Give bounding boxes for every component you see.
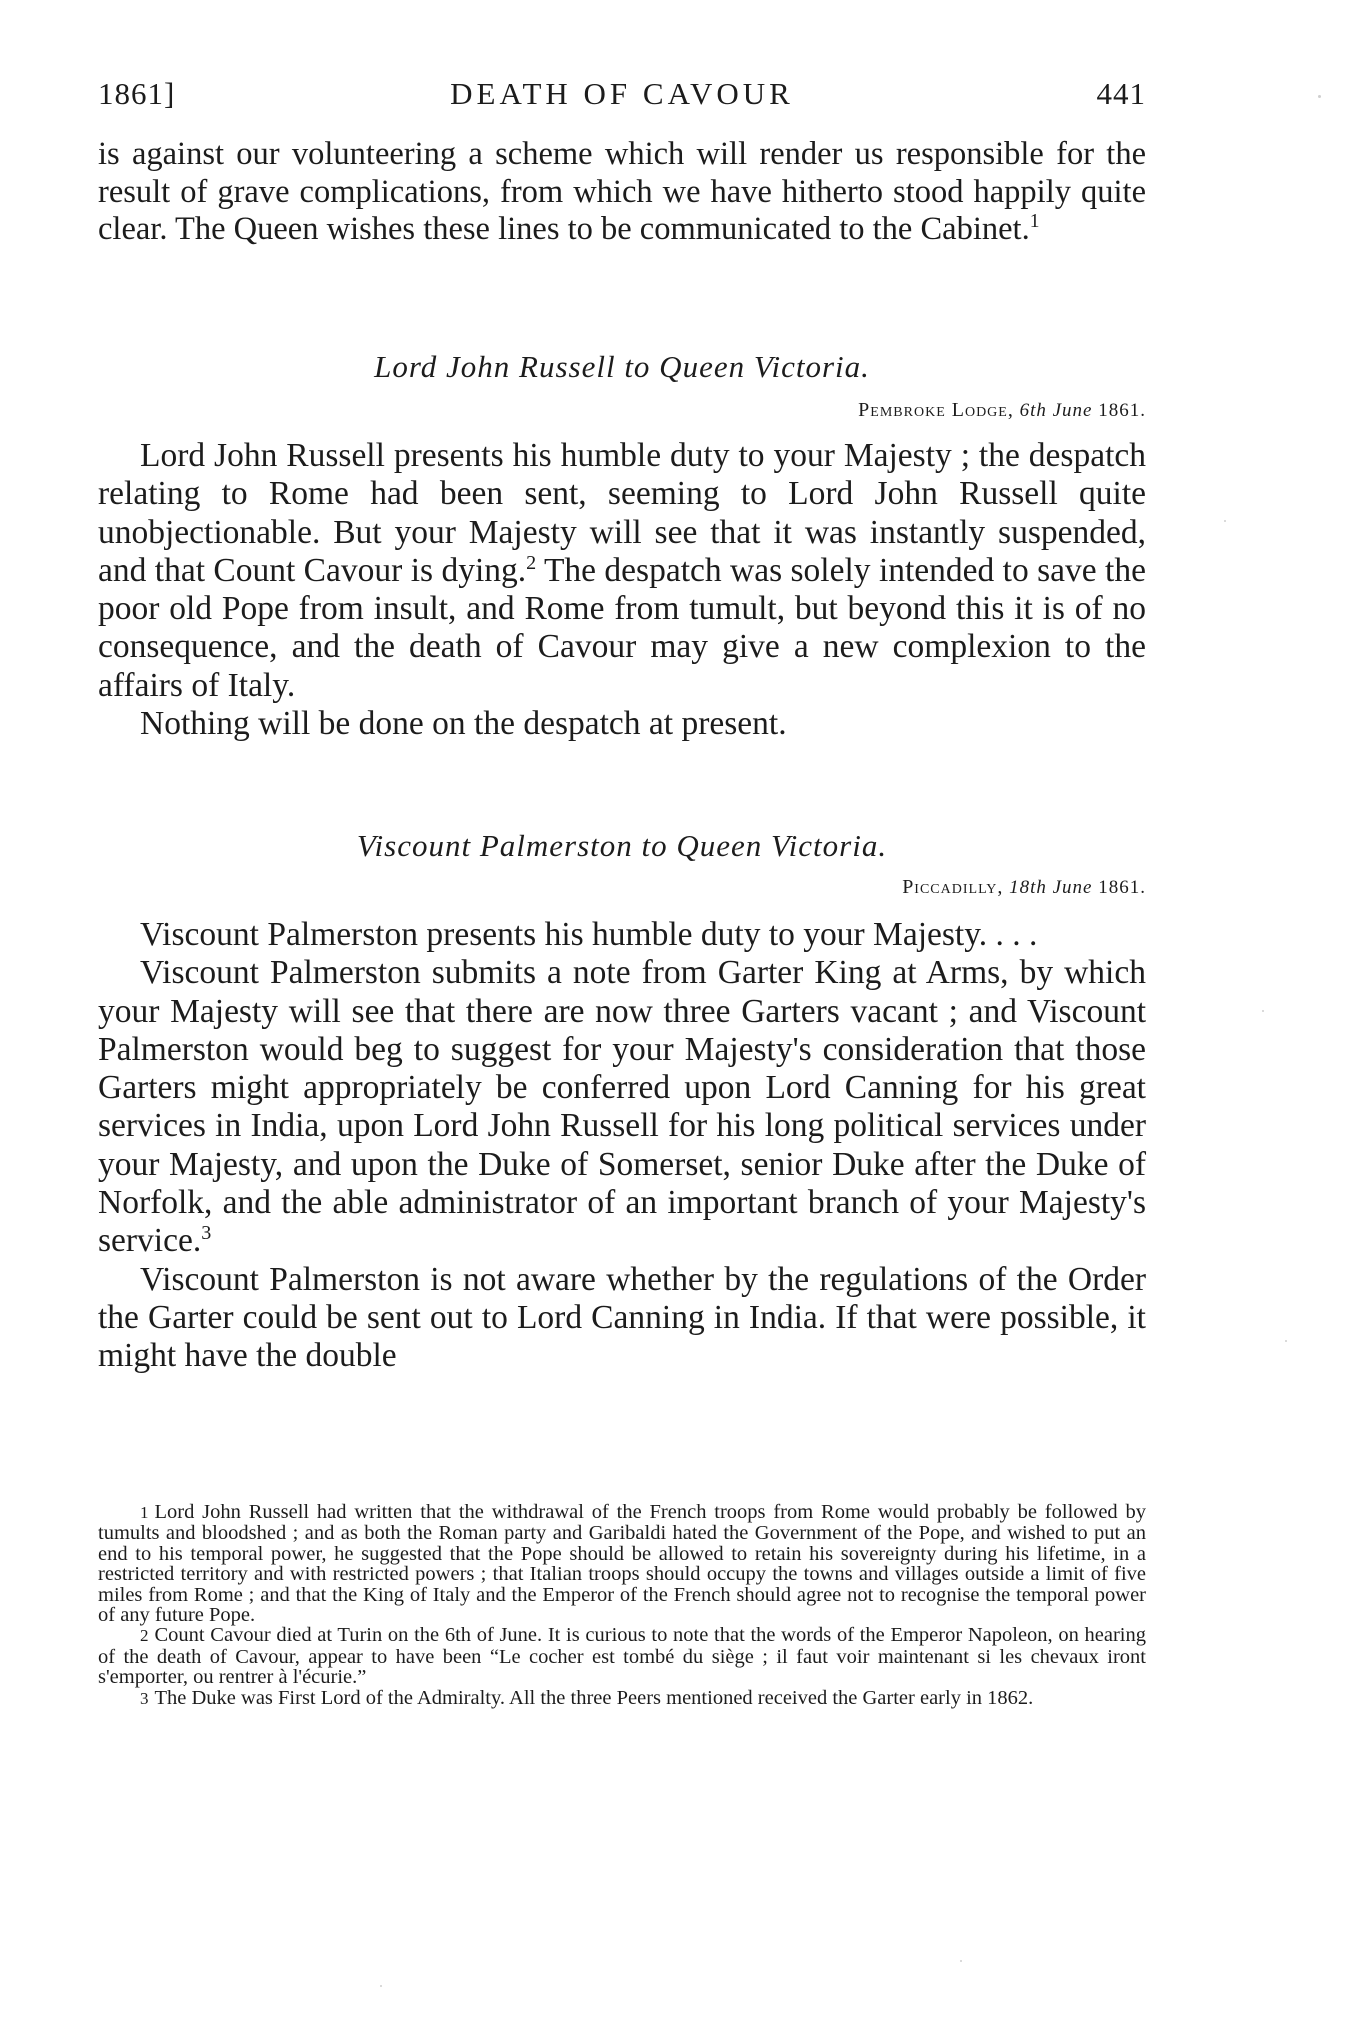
scan-speck xyxy=(380,1985,382,1987)
paragraph xyxy=(98,954,1146,1260)
footnote-ref-1: 1 xyxy=(1029,211,1040,233)
paragraph xyxy=(98,437,1146,705)
scan-speck xyxy=(1285,1340,1287,1342)
paragraph: Viscount Palmerston is not aware whether by the regulations of the Order the Garter could be sent out to Lord Canning in India. If that were possible, it might have the double xyxy=(98,1260,1146,1375)
footnote-ref-3: 3 xyxy=(201,1222,212,1245)
paragraph-text: Viscount Palmerston submits a note from Garter King at Arms, by which your Majesty will see that there are now three Garters vacant ; and Viscount Palmerston would beg to suggest for your Majesty's consideration that those Garters might appropriately be conferred upon Lord Canning for his great services in India, upon Lord John Russell for his long political services under your Majesty, and upon the Duke of Somerset, senior Duke after the Duke of Norfolk, and the able administrator of an important branch of your Majesty's service. xyxy=(98,954,1146,1260)
dateline-year: 1861. xyxy=(1098,877,1146,898)
scan-speck xyxy=(1318,95,1321,98)
footnote-number: 3 xyxy=(140,1688,149,1708)
footnote-number: 1 xyxy=(140,1503,149,1522)
opening-text: is against our volunteering a scheme which will render us responsible for the result of grave complications, from which we have hitherto stood happily quite clear. The Queen wishes these lines to be communicated to the Cabinet. xyxy=(98,136,1146,248)
paragraph-text: Lord John Russell presents his humble duty to your Majesty ; the despatch relating to Rome had been sent, seeming to Lord John Russell quite unobjectionable. But your Majesty will see that it was instantly suspended, and that Count Cavour is dying. xyxy=(98,437,1146,589)
scan-speck xyxy=(1262,1010,1264,1012)
footnote-text: The Duke was First Lord of the Admiralty. All the three Peers mentioned received the Garter early in 1862. xyxy=(154,1686,1034,1709)
dateline-palmerston xyxy=(98,876,1146,899)
paragraph: Nothing will be done on the despatch at present. xyxy=(140,705,787,743)
dateline-russell xyxy=(98,399,1146,422)
dateline-place: Pembroke Lodge, xyxy=(858,399,1014,421)
header-year: 1861] xyxy=(98,76,176,111)
opening-paragraph xyxy=(98,136,1146,249)
dateline-day: 18th June xyxy=(1009,877,1093,898)
running-header xyxy=(98,76,1146,126)
paragraph: Viscount Palmerston presents his humble duty to your Majesty. . . . xyxy=(140,916,1038,953)
letter-palmerston xyxy=(98,828,1146,899)
scan-speck xyxy=(960,1960,962,1962)
footnote-2 xyxy=(98,1625,1146,1687)
letter-russell xyxy=(98,349,1146,422)
scan-speck xyxy=(1224,520,1226,522)
footnote-text: Count Cavour died at Turin on the 6th of June. It is curious to note that the words of the Emperor Napoleon, on hearing of the death of Cavour, appear to have been “Le cocher est tombé du siège ; il faut voir maintenant si les chevaux iront s'emporter, ou rentrer à l'écurie.” xyxy=(98,1624,1146,1689)
paragraph-text: The despatch was solely intended to save the poor old Pope from insult, and Rome from tumult, but beyond this it is of no consequence, and the death of Cavour may give a new complexion to the affairs of Italy. xyxy=(98,551,1146,704)
footnote-1 xyxy=(98,1502,1146,1625)
footnote-text: Lord John Russell had written that the withdrawal of the French troops from Rome would probably be followed by tumults and bloodshed ; and as both the Roman party and Garibaldi hated the Government of the Pope, and wished to put an end to his temporal power, he suggested that the Pope should be allowed to retain his sovereignty during his lifetime, in a restricted territory and with restricted powers ; that Italian troops should occupy the towns and villages outside a limit of five miles from Rome ; and that the King of Italy and the Emperor of the French should agree not to recognise the temporal power of any future Pope. xyxy=(98,1501,1146,1627)
dateline-place: Piccadilly, xyxy=(902,876,1004,898)
letter-heading-palmerston: Viscount Palmerston to Queen Victoria. xyxy=(356,828,888,863)
footnote-3 xyxy=(98,1688,1146,1709)
letter-heading-russell: Lord John Russell to Queen Victoria. xyxy=(374,349,870,384)
letter-palmerston-body xyxy=(98,916,1146,1376)
footnotes xyxy=(98,1502,1146,1709)
dateline-day: 6th June xyxy=(1019,400,1093,421)
footnote-number: 2 xyxy=(140,1626,149,1646)
footnote-ref-2: 2 xyxy=(526,551,537,574)
header-title: DEATH OF CAVOUR xyxy=(450,76,794,111)
page-number: 441 xyxy=(1096,76,1146,111)
dateline-year: 1861. xyxy=(1098,400,1146,421)
letter-russell-body xyxy=(98,437,1146,743)
